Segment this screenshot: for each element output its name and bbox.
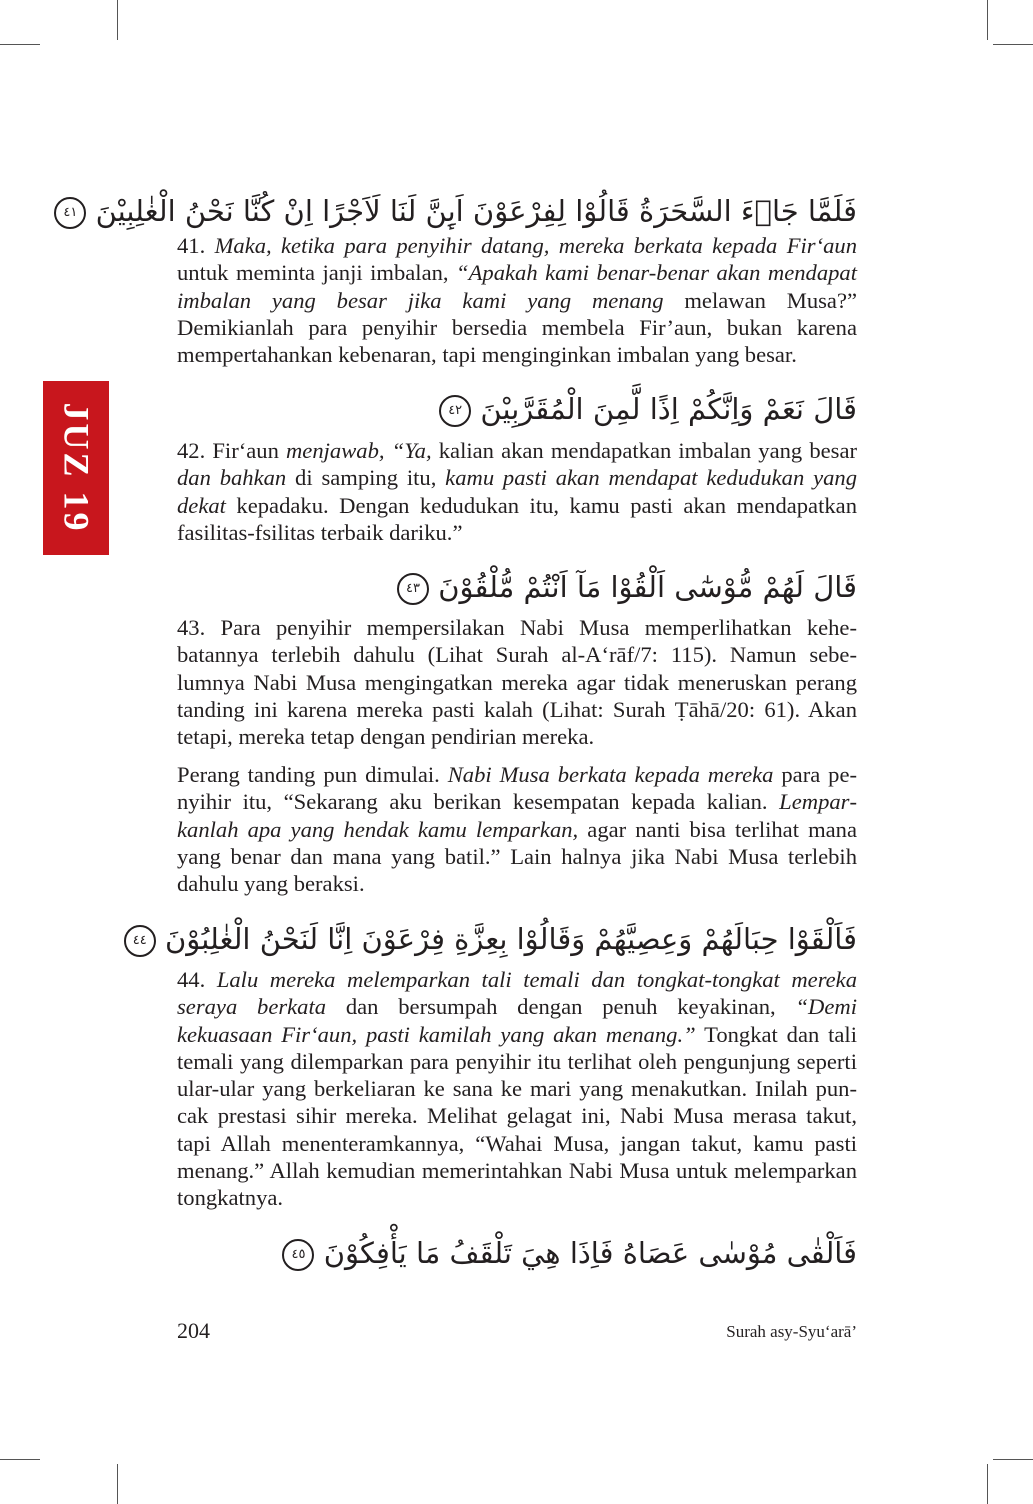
juz-label: JUZ 19 bbox=[56, 402, 97, 534]
text-segment: di samping itu, bbox=[286, 465, 446, 491]
italic-text-segment: “Demi kekuasaan Fir‘aun, pasti kamilah yang akan menang.” bbox=[177, 994, 857, 1047]
text-segment: 43. Para penyihir mempersilakan Nabi Musa memperlihatkan kehebatannya terlebih dahulu (Lihat Surah al-A‘rāf/7: 115). Namun sebelumnya Nabi Musa mengingatkan mereka agar tidak meneruskan perang tanding ini karena mereka pasti kalah (Lihat: Surah Ṭāhā/20: 61). Akan tetapi, mereka tetap dengan pendirian mereka. bbox=[177, 615, 857, 750]
text-segment: 44. bbox=[177, 967, 217, 992]
text-segment: dan bersumpah dengan penuh keyakinan, bbox=[326, 994, 796, 1020]
italic-text-segment: “Apakah kami benar-benar akan mendapat imbalan yang besar jika kami yang menang bbox=[177, 260, 857, 313]
text-segment: Tongkat dan tali temali yang dilemparkan para penyihir itu terlihat oleh pengunjung seperti ular-ular yang berkeliaran ke sana ke mari yang menakutkan. Inilah puncak prestasi sihir mereka. Melihat gelagat ini, Nabi Musa merasa takut, tapi Allah menenteramkannya, “Wahai Musa, jangan takut, kamu pasti menang.” Allah kemudian memerintahkan Nabi Musa untuk melemparkan tongkatnya. bbox=[177, 1021, 857, 1211]
juz-side-tab bbox=[43, 381, 109, 555]
arabic-verse-42 bbox=[177, 389, 857, 429]
ayah-number-marker: ٤٤ bbox=[124, 925, 156, 957]
translation-paragraph-44 bbox=[177, 966, 857, 1212]
arabic-verse-text: فَاَلْقٰى مُوْسٰى عَصَاهُ فَاِذَا هِيَ تَلْقَفُ مَا يَأْفِكُوْنَ bbox=[323, 1236, 857, 1270]
italic-text-segment: Maka, ketika para penyihir datang, mereka berkata kepada Fir‘aun bbox=[214, 233, 857, 258]
text-segment: para penyihir itu, “Sekarang aku berikan kesempatan kepada kalian. bbox=[177, 762, 858, 815]
arabic-verse-45 bbox=[177, 1233, 857, 1273]
italic-text-segment: Lemparkanlah apa yang hendak kamu lemparkan, bbox=[177, 789, 857, 842]
running-footer-surah: Surah asy-Syu‘arā’ bbox=[726, 1322, 857, 1341]
arabic-verse-text: قَالَ نَعَمْ وَاِنَّكُمْ اِذًا لَّمِنَ الْمُقَرَّبِيْنَ bbox=[480, 392, 857, 426]
crop-mark bbox=[987, 0, 988, 40]
italic-text-segment: Lalu mereka melemparkan tali temali dan tongkat-tongkat mereka seraya berkata bbox=[177, 967, 858, 1020]
arabic-verse-text: قَالَ لَهُمْ مُّوْسٰٓى اَلْقُوْا مَآ اَنْتُمْ مُّلْقُوْنَ bbox=[438, 570, 857, 604]
italic-text-segment: Nabi Musa berkata kepada mereka bbox=[447, 762, 774, 787]
ayah-number-marker: ٤١ bbox=[54, 197, 86, 229]
arabic-verse-43 bbox=[177, 567, 857, 607]
text-segment: 41. bbox=[177, 233, 215, 258]
arabic-verse-text: فَاَلْقَوْا حِبَالَهُمْ وَعِصِيَّهُمْ وَقَالُوْا بِعِزَّةِ فِرْعَوْنَ اِنَّا لَنَحْنُ الْغٰلِبُوْنَ bbox=[164, 922, 857, 956]
crop-mark bbox=[117, 0, 118, 40]
arabic-verse-text: فَلَمَّا جَاۤءَ السَّحَرَةُ قَالُوْا لِفِرْعَوْنَ اَىِٕنَّ لَنَا لَاَجْرًا اِنْ كُنَّا نَحْنُ الْغٰلِبِيْنَ bbox=[95, 194, 857, 228]
text-segment: agar nanti bisa terlihat mana yang benar dan mana yang batil.” Lain halnya jika Nabi Musa terlebih dahulu yang beraksi. bbox=[177, 816, 857, 897]
crop-mark bbox=[987, 1464, 988, 1504]
text-segment: Perang tanding pun dimulai. bbox=[177, 762, 448, 787]
ayah-number-marker: ٤٢ bbox=[439, 395, 471, 427]
ayah-number-marker: ٤٣ bbox=[397, 573, 429, 605]
translation-paragraph-43-continued bbox=[177, 761, 857, 897]
text-segment: melawan Musa?” Demikianlah para penyihir bersedia membela Fir’aun, bukan karena mempertahankan kebenaran, tapi menginginkan imbalan yang besar. bbox=[177, 287, 857, 368]
text-segment: 42. Fir‘aun bbox=[177, 438, 286, 463]
arabic-verse-44 bbox=[132, 919, 857, 959]
translation-paragraph-41 bbox=[177, 232, 857, 368]
arabic-verse-41 bbox=[63, 191, 857, 231]
italic-text-segment: dan bahkan bbox=[177, 465, 287, 491]
text-segment: kepadaku. Dengan kedudukan itu, kamu pasti akan mendapatkan fasilitas-fsilitas terbaik dariku.” bbox=[177, 492, 857, 545]
page-number: 204 bbox=[177, 1318, 210, 1343]
translation-paragraph-42 bbox=[177, 437, 857, 546]
text-segment: untuk meminta janji imbalan, bbox=[177, 260, 457, 286]
italic-text-segment: kamu pasti akan mendapat kedudukan yang dekat bbox=[177, 465, 857, 518]
crop-mark bbox=[117, 1464, 118, 1504]
crop-mark bbox=[0, 44, 40, 45]
crop-mark bbox=[993, 1459, 1033, 1460]
translation-paragraph-43 bbox=[177, 614, 857, 750]
crop-mark bbox=[993, 44, 1033, 45]
italic-text-segment: menjawab, “Ya, bbox=[285, 438, 432, 463]
crop-mark bbox=[0, 1459, 40, 1460]
ayah-number-marker: ٤٥ bbox=[282, 1239, 314, 1271]
text-segment: kalian akan mendapatkan imbalan yang besar bbox=[431, 438, 857, 463]
